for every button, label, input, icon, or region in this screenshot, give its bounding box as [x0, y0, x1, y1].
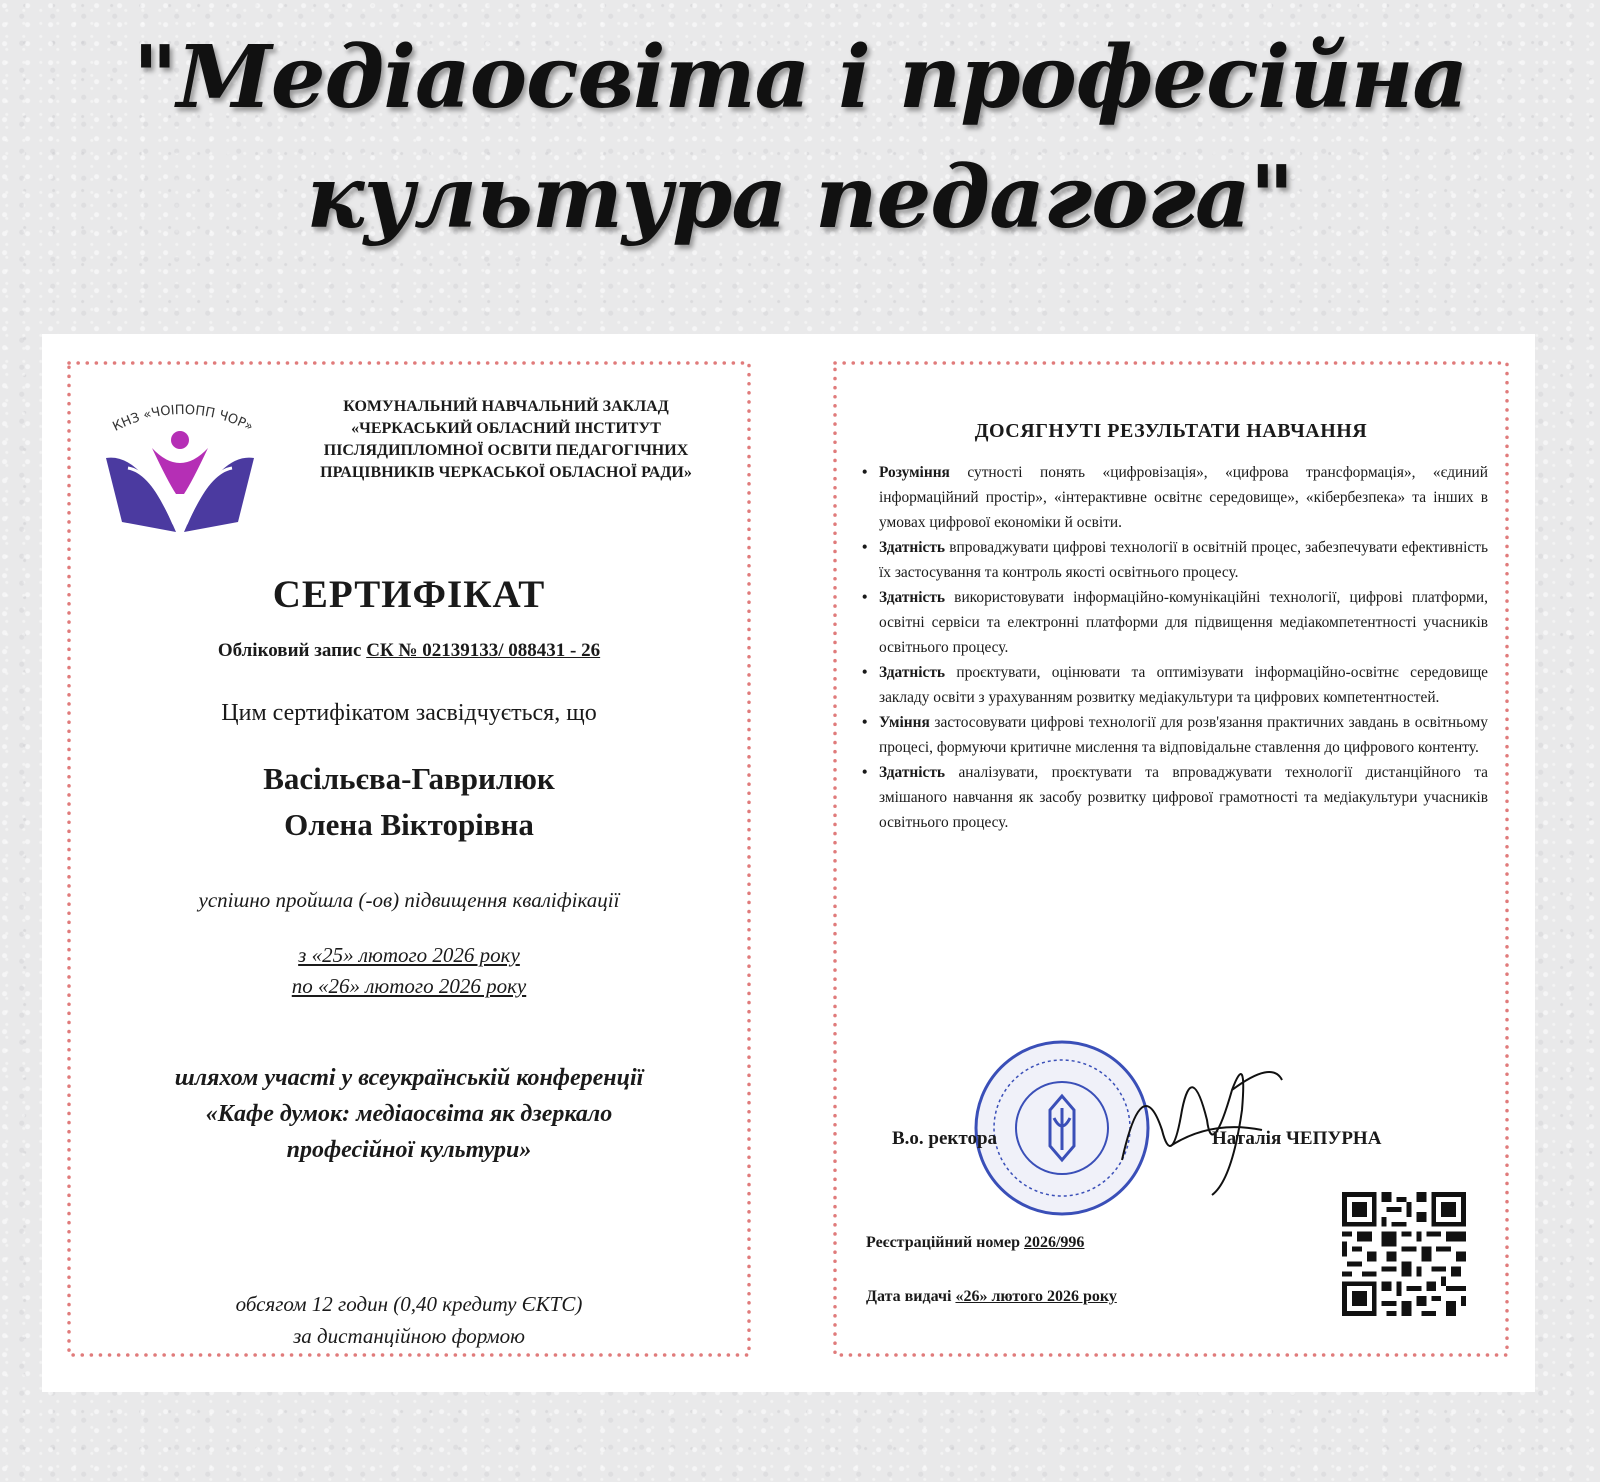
record-label: Обліковий запис [217, 640, 367, 661]
volume-text [66, 1288, 752, 1352]
date-from: з «25» лютого 2026 року [298, 943, 520, 967]
headline-line-2: культура педагога" [306, 147, 1294, 248]
certificate-title: СЕРТИФІКАТ [272, 573, 546, 616]
rector-label: В.о. ректора [892, 1128, 998, 1149]
volume-hours: обсягом 12 годин (0,40 кредиту ЄКТС) [235, 1292, 583, 1316]
recipient-surname: Васільєва-Гаврилюк [263, 761, 555, 796]
list-item: • Здатність використовувати інформаційно-комунікаційні технології, цифрові платформи, освітні сервіси та електронні платформи для підвищення медіакомпетентності учасників освітнього процесу. [862, 589, 1488, 656]
certificate-sheet [42, 334, 1535, 1392]
completion-text: успішно пройшла (-ов) підвищення кваліфікації [198, 888, 620, 912]
institution-line: ПРАЦІВНИКІВ ЧЕРКАСЬКОЇ ОБЛАСНОЇ РАДИ» [320, 464, 692, 481]
institute-logo [92, 382, 272, 542]
issue-label: Дата видачі [866, 1288, 956, 1305]
qr-code-icon [1342, 1192, 1466, 1316]
results-title: ДОСЯГНУТІ РЕЗУЛЬТАТИ НАВЧАННЯ [974, 420, 1368, 442]
headline-line-1: "Медіаосвіта і професійна [132, 27, 1468, 128]
conference-line: професійної культури» [286, 1137, 532, 1163]
conference-line: «Кафе думок: медіаосвіта як дзеркало [205, 1101, 613, 1127]
training-dates [66, 940, 752, 1002]
recipient-given-name: Олена Вікторівна [284, 807, 534, 842]
results-list [862, 460, 1488, 835]
date-to: по «26» лютого 2026 року [291, 974, 527, 998]
issue-date [866, 1288, 1117, 1306]
list-item: • Уміння застосовувати цифрові технології для розв'язання практичних завдань в освітньому процесі, формуючи критичне мислення та відповідальне ставлення до цифрового контенту. [862, 714, 1488, 756]
institution-line: КОМУНАЛЬНИЙ НАВЧАЛЬНИЙ ЗАКЛАД [343, 398, 669, 415]
conference-text [66, 1060, 752, 1168]
certificate-back [832, 360, 1510, 1358]
list-item: • Здатність проєктувати, оцінювати та оптимізувати інформаційно-освітнє середовище закладу освіти з урахуванням розвитку медіакультури та цифрових компетентностей. [862, 664, 1488, 706]
list-item: • Здатність впроваджувати цифрові технології в освітній процес, забезпечувати ефективність їх застосування та контроль якості освітнього процесу. [862, 539, 1488, 581]
registration-label: Реєстраційний номер [866, 1234, 1024, 1251]
institution-name [286, 396, 726, 484]
logo-text: КНЗ «ЧОІПОПП ЧОР» [110, 402, 256, 435]
recipient-name [66, 756, 752, 848]
registration-number [866, 1234, 1084, 1252]
list-item: • Здатність аналізувати, проєктувати та впроваджувати технології дистанційного та змішаного навчання як засобу розвитку цифрової грамотності та медіакультури учасників освітнього процесу. [862, 764, 1488, 831]
certificate-front [66, 360, 752, 1358]
signer-name: Наталія ЧЕПУРНА [1212, 1128, 1382, 1149]
volume-form: за дистанційною формою [293, 1324, 525, 1348]
certifies-text: Цим сертифікатом засвідчується, що [221, 700, 597, 726]
issue-value: «26» лютого 2026 року [955, 1288, 1117, 1305]
institution-line: ПІСЛЯДИПЛОМНОЇ ОСВІТИ ПЕДАГОГІЧНИХ [323, 442, 689, 459]
conference-line: шляхом участі у всеукраїнській конференції [174, 1065, 644, 1091]
registration-value: 2026/996 [1023, 1234, 1085, 1251]
signature [1112, 1050, 1292, 1200]
record-number: СК № 02139133/ 088431 - 26 [366, 640, 601, 661]
institution-line: «ЧЕРКАСЬКИЙ ОБЛАСНИЙ ІНСТИТУТ [351, 420, 661, 437]
svg-text:КНЗ «ЧОІПОПП ЧОР» [110, 403, 255, 435]
list-item: • Розуміння сутності понять «цифровізація», «цифрова трансформація», «єдиний інформаційний простір», «інтерактивне освітнє середовище», «кібербезпека» та інших в умовах цифрової економіки й освіти. [862, 464, 1488, 531]
record-line [66, 640, 752, 662]
